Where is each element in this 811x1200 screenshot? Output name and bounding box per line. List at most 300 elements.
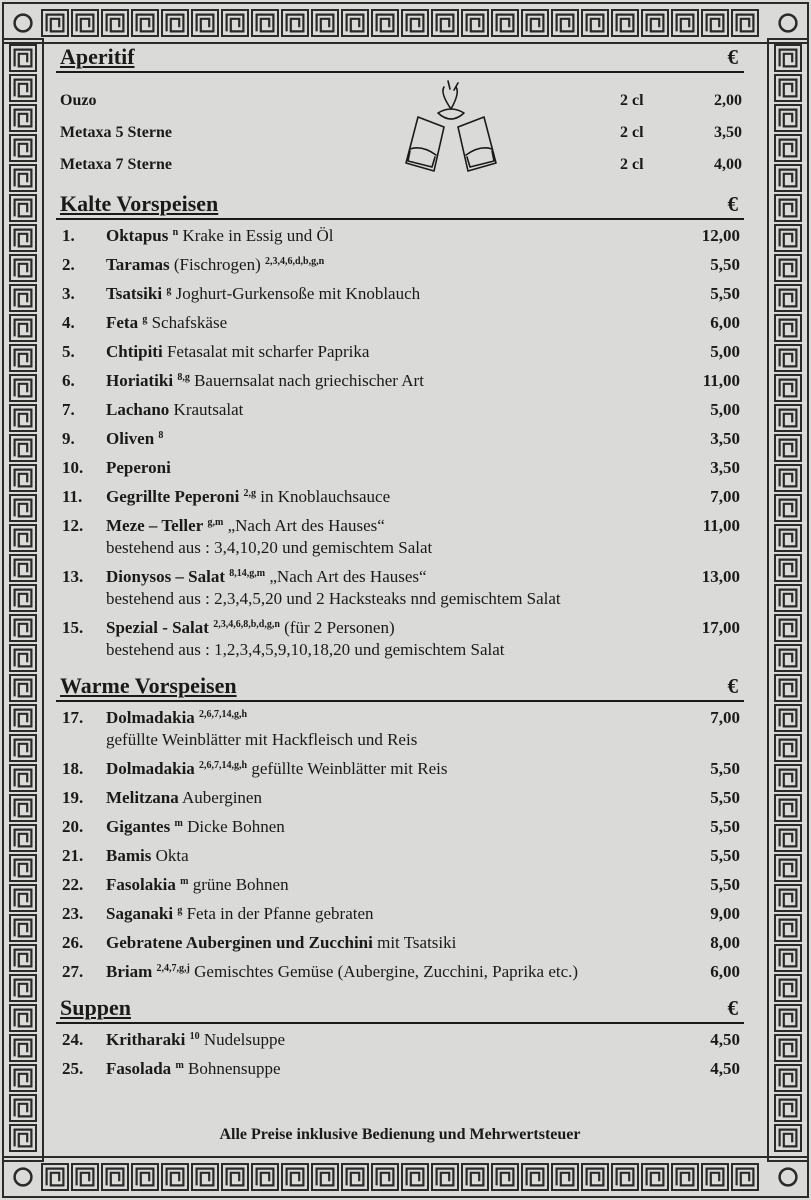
item-number: 3. [62,284,75,303]
greek-key-tile [702,1164,728,1190]
currency-symbol: € [727,674,738,698]
item-number: 20. [62,817,84,836]
item-name: Dolmadakia [106,759,195,778]
greek-key-border-top [0,0,811,46]
drink-size: 2 cl [620,92,644,109]
item-name: Melitzana [106,788,179,807]
item-description: (Fischrogen) [169,255,265,274]
greek-key-tile [10,105,36,131]
item-price: 9,00 [710,904,740,923]
greek-key-tile [775,525,801,551]
greek-key-tile [582,10,608,36]
item-name: Bamis [106,846,152,865]
item-name: Lachano [106,400,170,419]
allergen-codes: 8 [158,430,164,441]
greek-key-tile [775,495,801,521]
item-number: 19. [62,788,84,807]
warme-list [56,704,744,987]
menu-item [56,1026,744,1055]
drink-name: Ouzo [60,92,97,109]
item-price: 5,50 [710,875,740,894]
item-name: Saganaki [106,904,174,923]
item-number: 27. [62,962,84,981]
section-title: Kalte Vorspeisen [60,191,219,216]
item-number: 7. [62,400,75,419]
greek-key-tile [492,10,518,36]
footer-note: Alle Preise inklusive Bedienung und Mehrwertsteuer [219,1126,581,1143]
corner-circle [780,15,797,32]
corner-circle [15,1169,32,1186]
allergen-codes: 2,3,4,6,8,b,d,g,n [213,619,280,630]
greek-key-tile [192,1164,218,1190]
greek-key-tile [10,165,36,191]
greek-key-tile [102,1164,128,1190]
item-body [106,428,660,450]
menu-item [56,512,744,563]
greek-key-tile [775,165,801,191]
drink-price: 4,00 [714,156,742,173]
item-number: 10. [62,458,84,477]
menu-item [56,309,744,338]
greek-key-tile [672,10,698,36]
greek-key-border-left [0,36,46,1164]
greek-key-tile [72,10,98,36]
greek-key-tile [10,765,36,791]
greek-key-tile [282,1164,308,1190]
greek-key-tile [162,1164,188,1190]
greek-key-tile [775,255,801,281]
item-description: mit Tsatsiki [372,933,457,952]
greek-key-tile [552,1164,578,1190]
greek-key-tile [775,375,801,401]
kalte-list [56,222,744,665]
item-price: 5,50 [710,817,740,836]
item-description: in Knoblauchsauce [256,487,391,506]
allergen-codes: m [180,876,189,887]
item-number: 1. [62,226,75,245]
section-header-warme-vorspeisen [56,673,744,702]
greek-key-tile [775,1095,801,1121]
section-title: Warme Vorspeisen [60,673,237,698]
item-body [106,617,660,661]
greek-key-tile [775,225,801,251]
drink-name: Metaxa 7 Sterne [60,156,172,173]
item-body [106,874,660,896]
item-subdescription: bestehend aus : 1,2,3,4,5,9,10,18,20 und gemischtem Salat [106,640,505,659]
greek-key-tile [775,615,801,641]
greek-key-tile [10,405,36,431]
section-header-aperitif [56,44,744,73]
greek-key-tile [342,1164,368,1190]
allergen-codes: m [175,1060,184,1071]
item-body [106,515,660,559]
item-description: Dicke Bohnen [182,817,285,836]
greek-key-tile [775,675,801,701]
item-description: grüne Bohnen [188,875,289,894]
menu-item [56,929,744,958]
item-price: 6,00 [710,313,740,332]
item-name: Feta [106,313,139,332]
greek-key-tile [10,915,36,941]
menu-item [56,900,744,929]
greek-key-tile [582,1164,608,1190]
greek-key-tile [775,75,801,101]
corner-circle [15,15,32,32]
greek-key-tile [10,525,36,551]
greek-key-tile [775,435,801,461]
item-description: Joghurt-Gurkensoße mit Knoblauch [171,284,421,303]
item-price: 7,00 [710,708,740,727]
item-price: 5,50 [710,255,740,274]
item-description: Fetasalat mit scharfer Paprika [162,342,370,361]
greek-key-tile [775,855,801,881]
item-price: 5,50 [710,284,740,303]
item-price: 5,50 [710,788,740,807]
greek-key-tile [312,1164,338,1190]
greek-key-tile [10,945,36,971]
greek-key-tile [612,10,638,36]
item-description: (für 2 Personen) [279,618,395,637]
greek-key-tile [462,10,488,36]
greek-key-tile [132,1164,158,1190]
drink-price: 3,50 [714,124,742,141]
drink-size: 2 cl [620,124,644,141]
greek-key-tile [10,615,36,641]
item-name: Dolmadakia [106,708,195,727]
item-body [106,399,660,421]
menu-item [56,280,744,309]
item-number: 17. [62,708,84,727]
section-header-suppen [56,995,744,1024]
menu-item [56,958,744,987]
item-body [106,341,660,363]
item-subdescription: bestehend aus : 3,4,10,20 und gemischtem Salat [106,538,433,557]
greek-key-tile [10,645,36,671]
item-description: Auberginen [178,788,262,807]
allergen-codes: 10 [189,1031,200,1042]
section-title: Suppen [60,995,131,1020]
toasting-glasses-icon [396,79,506,179]
greek-key-tile [312,10,338,36]
greek-key-tile [10,975,36,1001]
greek-key-tile [42,1164,68,1190]
item-description: Gemischtes Gemüse (Aubergine, Zucchini, Paprika etc.) [189,962,579,981]
item-name: Gegrillte Peperoni [106,487,240,506]
greek-key-tile [10,1095,36,1121]
greek-key-tile [132,10,158,36]
item-body [106,758,660,780]
greek-key-tile [10,735,36,761]
item-price: 11,00 [702,371,740,390]
greek-key-tile [775,885,801,911]
greek-key-tile [10,705,36,731]
greek-key-tile [372,10,398,36]
item-number: 2. [62,255,75,274]
allergen-codes: 2,6,7,14,g,h [199,760,248,771]
suppen-list [56,1026,744,1084]
item-body [106,486,660,508]
greek-key-tile [342,10,368,36]
item-body [106,816,660,838]
section-header-kalte-vorspeisen [56,191,744,220]
greek-key-tile [775,645,801,671]
greek-key-tile [775,975,801,1001]
greek-key-tile [775,1005,801,1031]
item-price: 12,00 [701,226,740,245]
item-number: 22. [62,875,84,894]
greek-key-tile [10,135,36,161]
item-number: 6. [62,371,75,390]
greek-key-tile [775,735,801,761]
allergen-codes: 8,14,g,m [229,568,266,579]
menu-item [56,1055,744,1084]
item-number: 11. [62,487,83,506]
item-body [106,370,660,392]
item-description: „Nach Art des Hauses“ [265,567,427,586]
item-price: 5,00 [710,342,740,361]
item-name: Fasolakia [106,875,176,894]
greek-key-tile [372,1164,398,1190]
menu-item [56,563,744,614]
item-name: Briam [106,962,153,981]
item-number: 15. [62,618,84,637]
item-name: Spezial - Salat [106,618,209,637]
item-description: Bauernsalat nach griechischer Art [189,371,424,390]
item-description: Krake in Essig und Öl [178,226,334,245]
greek-key-tile [192,10,218,36]
item-name: Meze – Teller [106,516,204,535]
allergen-codes: 2,4,7,g,j [156,963,190,974]
menu-item [56,222,744,251]
item-number: 13. [62,567,84,586]
item-body [106,903,660,925]
greek-key-tile [10,195,36,221]
greek-key-tile [10,795,36,821]
menu-content [56,44,744,1154]
greek-key-border-right [765,36,811,1164]
greek-key-tile [775,555,801,581]
item-name: Oktapus [106,226,169,245]
item-description: Bohnensuppe [183,1059,281,1078]
greek-key-tile [102,10,128,36]
item-number: 23. [62,904,84,923]
item-body [106,787,660,809]
item-price: 5,50 [710,759,740,778]
currency-symbol: € [727,996,738,1020]
item-price: 11,00 [702,516,740,535]
greek-key-tile [10,285,36,311]
greek-key-tile [10,1005,36,1031]
item-name: Peperoni [106,458,171,477]
greek-key-tile [10,75,36,101]
greek-key-tile [775,1125,801,1151]
allergen-codes: g [142,314,148,325]
greek-key-tile [775,585,801,611]
greek-key-tile [10,1035,36,1061]
item-price: 7,00 [710,487,740,506]
greek-key-border-bottom [0,1154,811,1200]
menu-item [56,454,744,483]
greek-key-tile [10,375,36,401]
greek-key-tile [10,315,36,341]
item-description: Schafskäse [147,313,228,332]
item-price: 3,50 [710,429,740,448]
greek-key-tile [252,10,278,36]
greek-key-tile [775,105,801,131]
greek-key-tile [10,555,36,581]
greek-key-tile [775,825,801,851]
allergen-codes: 2,6,7,14,g,h [199,709,248,720]
greek-key-tile [775,465,801,491]
greek-key-tile [522,10,548,36]
menu-item [56,704,744,755]
greek-key-tile [10,585,36,611]
greek-key-tile [642,1164,668,1190]
item-subdescription: bestehend aus : 2,3,4,5,20 und 2 Hacksteaks nnd gemischtem Salat [106,589,561,608]
greek-key-tile [775,285,801,311]
item-name: Gebratene Auberginen und Zucchini [106,933,373,952]
menu-item [56,784,744,813]
menu-item [56,367,744,396]
item-name: Taramas [106,255,170,274]
menu-item [56,614,744,665]
greek-key-tile [42,10,68,36]
item-number: 24. [62,1030,84,1049]
item-number: 21. [62,846,84,865]
greek-key-tile [10,345,36,371]
greek-key-tile [10,1065,36,1091]
greek-key-tile [432,10,458,36]
aperitif-list [56,85,744,181]
greek-key-tile [10,225,36,251]
item-description: Krautsalat [169,400,244,419]
greek-key-tile [432,1164,458,1190]
item-description: „Nach Art des Hauses“ [223,516,385,535]
item-price: 17,00 [701,618,740,637]
item-price: 4,50 [710,1030,740,1049]
greek-key-tile [10,1125,36,1151]
greek-key-tile [775,345,801,371]
drink-size: 2 cl [620,156,644,173]
greek-key-tile [252,1164,278,1190]
greek-key-tile [222,1164,248,1190]
item-subdescription: gefüllte Weinblätter mit Hackfleisch und Reis [106,730,418,749]
greek-key-tile [10,45,36,71]
item-name: Gigantes [106,817,171,836]
item-body [106,1058,660,1080]
item-name: Chtipiti [106,342,163,361]
item-name: Fasolada [106,1059,172,1078]
item-name: Oliven [106,429,155,448]
menu-item [56,251,744,280]
greek-key-tile [775,195,801,221]
allergen-codes: 8,g [177,372,190,383]
allergen-codes: g [166,285,172,296]
menu-item [56,483,744,512]
corner-circle [780,1169,797,1186]
item-description: Okta [151,846,189,865]
greek-key-tile [732,1164,758,1190]
allergen-codes: 2,g [243,488,257,499]
menu-item [56,842,744,871]
menu-item [56,871,744,900]
item-price: 6,00 [710,962,740,981]
greek-key-tile [10,435,36,461]
item-number: 4. [62,313,75,332]
greek-key-tile [402,1164,428,1190]
greek-key-tile [775,915,801,941]
allergen-codes: g,m [207,517,224,528]
greek-key-tile [552,10,578,36]
greek-key-tile [10,255,36,281]
item-body [106,283,660,305]
drink-price: 2,00 [714,92,742,109]
greek-key-tile [282,10,308,36]
item-body [106,457,660,479]
greek-key-tile [775,1065,801,1091]
greek-key-tile [10,495,36,521]
item-number: 18. [62,759,84,778]
greek-key-tile [222,10,248,36]
greek-key-tile [775,705,801,731]
item-number: 5. [62,342,75,361]
menu-item [56,813,744,842]
item-description: gefüllte Weinblätter mit Reis [247,759,448,778]
greek-key-tile [775,1035,801,1061]
greek-key-tile [10,675,36,701]
item-price: 13,00 [701,567,740,586]
currency-symbol: € [727,192,738,216]
currency-symbol: € [727,45,738,69]
item-number: 9. [62,429,75,448]
item-body [106,312,660,334]
item-name: Kritharaki [106,1030,186,1049]
greek-key-tile [72,1164,98,1190]
greek-key-tile [462,1164,488,1190]
item-name: Horiatiki [106,371,174,390]
item-number: 26. [62,933,84,952]
greek-key-tile [10,885,36,911]
greek-key-tile [775,315,801,341]
item-price: 5,00 [710,400,740,419]
item-description: Nudelsuppe [199,1030,286,1049]
greek-key-tile [10,855,36,881]
greek-key-tile [775,795,801,821]
item-price: 3,50 [710,458,740,477]
allergen-codes: 2,3,4,6,d,b,g,n [264,256,325,267]
greek-key-tile [10,465,36,491]
drink-name: Metaxa 5 Sterne [60,124,172,141]
item-price: 5,50 [710,846,740,865]
item-body [106,932,660,954]
greek-key-tile [402,10,428,36]
item-body [106,225,660,247]
item-price: 8,00 [710,933,740,952]
item-body [106,254,660,276]
menu-item [56,755,744,784]
item-name: Dionysos – Salat [106,567,226,586]
item-body [106,566,660,610]
greek-key-tile [702,10,728,36]
section-title: Aperitif [60,44,135,69]
allergen-codes: n [172,227,179,238]
menu-item [56,396,744,425]
item-body [106,961,660,983]
item-body [106,707,660,751]
item-number: 25. [62,1059,84,1078]
greek-key-tile [522,1164,548,1190]
greek-key-tile [612,1164,638,1190]
